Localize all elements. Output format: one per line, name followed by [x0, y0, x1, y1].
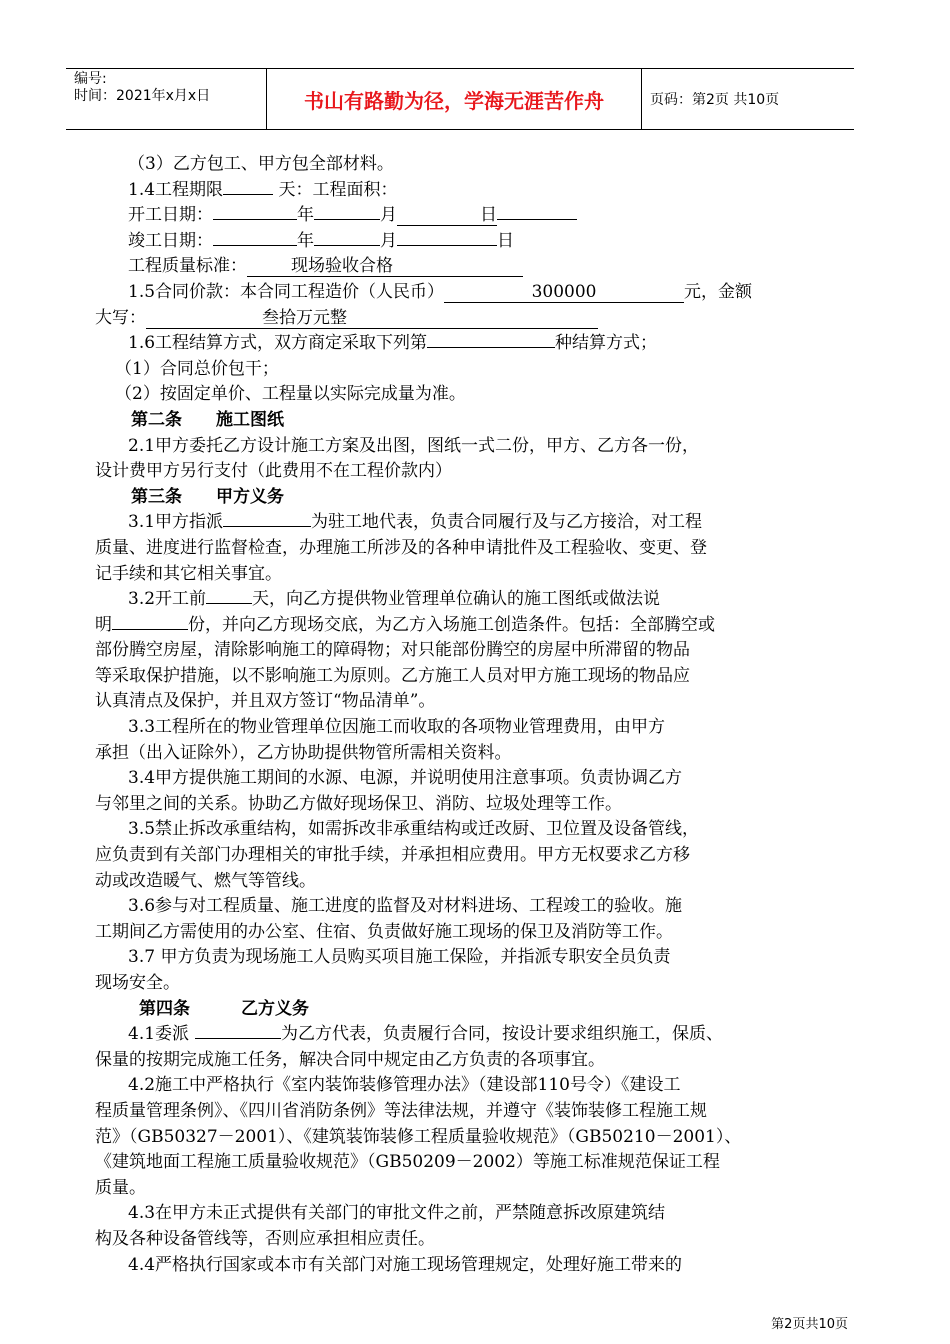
- blank-days-before-start: [206, 603, 252, 604]
- label-construction-period: 1.4工程期限: [128, 179, 224, 200]
- clause-3-2-line-3: 部份腾空房屋，清除影响施工的障碍物；对只能部份腾空的房屋中所滞留的物品: [95, 640, 690, 661]
- blank-end-day: [397, 245, 497, 246]
- year-label: 年: [297, 205, 314, 226]
- page-header: [66, 68, 854, 130]
- quality-standard-value: 现场验收合格: [247, 256, 523, 277]
- clause-4-3-line-2: 构及各种设备管线等，否则应承担相应责任。: [95, 1228, 435, 1249]
- blank-days: [223, 194, 273, 195]
- clause-3-1-rest: 为驻工地代表，负责合同履行及与乙方接洽，对工程: [311, 512, 703, 533]
- clause-3-2-line-2: [95, 613, 855, 639]
- label-start-date: 开工日期：: [128, 205, 213, 226]
- section-4-heading: 第四条 乙方义务: [139, 998, 309, 1019]
- clause-3-2-line-1: [95, 587, 855, 613]
- clause-4-2-line-1: 4.2施工中严格执行《室内装饰装修管理办法》（建设部110号令）《建设工: [128, 1075, 681, 1096]
- clause-1-3-option-3: （3）乙方包工、甲方包全部材料。: [128, 154, 394, 174]
- label-amount-in-words: 元，金额: [684, 281, 753, 302]
- blank-start-extra: [497, 219, 577, 220]
- blank-contractor-representative: [195, 1038, 281, 1039]
- clause-4-3-line-1: 4.3在甲方未正式提供有关部门的审批文件之前，严禁随意拆改原建筑结: [128, 1203, 666, 1224]
- blank-end-month: [314, 245, 380, 246]
- label-capital: 大写：: [95, 307, 146, 328]
- header-meta: [74, 71, 268, 105]
- section-2-heading: 第二条 施工图纸: [131, 409, 284, 430]
- clause-3-5-line-3: 动或改造暖气、燃气等管线。: [95, 870, 316, 891]
- clause-3-7-line-2: 现场安全。: [95, 973, 180, 993]
- clause-3-2-word: 明: [95, 614, 112, 635]
- clause-4-1-rest: 为乙方代表，负责履行合同，按设计要求组织施工，保质、: [281, 1024, 724, 1045]
- day-label: 日: [480, 205, 497, 226]
- month-label: 月: [380, 230, 397, 251]
- clause-3-1-line-1: [95, 510, 855, 536]
- header-page-number: 页码：第2页 共10页: [650, 92, 780, 108]
- clause-3-4-line-1: 3.4甲方提供施工期间的水源、电源，并说明使用注意事项。负责协调乙方: [128, 768, 683, 789]
- blank-start-month: [314, 219, 380, 220]
- clause-4-1-start: 4.1委派: [128, 1024, 190, 1045]
- clause-3-2-start: 3.2开工前: [128, 589, 207, 610]
- start-date-line: [95, 203, 855, 229]
- clause-3-4-line-2: 与邻里之间的关系。协助乙方做好现场保卫、消防、垃圾处理等工作。: [95, 793, 622, 814]
- clause-3-5-line-2: 应负责到有关部门办理相关的审批手续，并承担相应费用。甲方无权要求乙方移: [95, 845, 690, 866]
- clause-3-7-line-1: 3.7 甲方负责为现场施工人员购买项目施工保险，并指派专职安全员负责: [128, 947, 671, 968]
- quality-standard-line: [95, 254, 855, 280]
- blank-end-year: [213, 245, 297, 246]
- label-settlement-tail: 种结算方式；: [555, 333, 658, 354]
- clause-3-2-line-4: 等采取保护措施，以不影响施工为原则。乙方施工人员对甲方施工现场的物品应: [95, 665, 690, 686]
- clause-2-1-line-1: 2.1甲方委托乙方设计施工方案及出图，图纸一式二份，甲方、乙方各一份，: [128, 435, 700, 456]
- amount-in-words-line: [95, 306, 855, 332]
- clause-3-3-line-2: 承担（出入证除外），乙方协助提供物管所需相关资料。: [95, 742, 512, 763]
- label-end-date: 竣工日期：: [128, 230, 213, 251]
- label-contract-price: 1.5合同价款：本合同工程造价（人民币）: [128, 281, 445, 302]
- document-time-label: 时间：2021年x月x日: [74, 88, 211, 104]
- clause-1-4: [95, 178, 855, 204]
- document-number-label: 编号:: [74, 71, 107, 87]
- clause-4-1-line-2: 保量的按期完成施工任务，解决合同中规定由乙方负责的各项事宜。: [95, 1049, 605, 1070]
- settlement-option-2: （2）按固定单价、工程量以实际完成量为准。: [115, 384, 466, 405]
- blank-settlement-option: [427, 347, 555, 348]
- clause-3-6-line-1: 3.6参与对工程质量、施工进度的监督及对材料进场、工程竣工的验收。施: [128, 896, 683, 917]
- blank-start-day: [397, 205, 497, 226]
- footer-page-number: 第2页共10页: [771, 1317, 848, 1332]
- clause-1-6: [95, 331, 855, 357]
- label-quality-standard: 工程质量标准：: [128, 256, 247, 277]
- clause-3-1-line-3: 记手续和其它相关事宜。: [95, 563, 282, 584]
- header-motto: 书山有路勤为径，学海无涯苦作舟: [266, 69, 642, 129]
- clause-3-2-line-5: 认真清点及保护，并且双方签订“物品清单”。: [95, 691, 436, 712]
- blank-copies: [112, 629, 188, 630]
- clause-4-2-line-4: 《建筑地面工程施工质量验收规范》（GB50209－2002）等施工标准规范保证工程: [95, 1152, 720, 1173]
- clause-4-1-line-1: [95, 1022, 855, 1048]
- blank-start-year: [213, 219, 297, 220]
- clause-2-1-line-2: 设计费甲方另行支付（此费用不在工程价款内）: [95, 461, 452, 482]
- clause-3-2-rest: 天，向乙方提供物业管理单位确认的施工图纸或做法说: [252, 589, 661, 610]
- clause-3-6-line-2: 工期间乙方需使用的办公室、住宿、负责做好施工现场的保卫及消防等工作。: [95, 921, 673, 942]
- amount-in-words-value: 叁拾万元整: [146, 308, 598, 329]
- clause-3-1-start: 3.1甲方指派: [128, 512, 224, 533]
- label-settlement-method: 1.6工程结算方式，双方商定采取下列第: [128, 333, 428, 354]
- contract-price-value: 300000: [444, 282, 684, 303]
- end-date-line: [95, 229, 855, 255]
- settlement-option-1: （1）合同总价包干；: [115, 358, 279, 379]
- label-area: 天：工程面积：: [278, 179, 398, 200]
- clause-3-5-line-1: 3.5禁止拆改承重结构，如需拆改非承重结构或迁改厨、卫位置及设备管线，: [128, 819, 700, 840]
- section-3-heading: 第三条 甲方义务: [131, 486, 284, 507]
- clause-4-2-line-2: 程质量管理条例》、《四川省消防条例》等法律法规，并遵守《装饰装修工程施工规: [95, 1100, 707, 1121]
- clause-3-3-line-1: 3.3工程所在的物业管理单位因施工而收取的各项物业管理费用，由甲方: [128, 717, 666, 738]
- clause-4-4-line-1: 4.4严格执行国家或本市有关部门对施工现场管理规定，处理好施工带来的: [128, 1254, 683, 1275]
- clause-4-2-line-5: 质量。: [95, 1177, 146, 1198]
- year-label: 年: [297, 230, 314, 251]
- blank-site-representative: [223, 526, 311, 527]
- clause-3-2-line-2-rest: 份，并向乙方现场交底，为乙方入场施工创造条件。包括：全部腾空或: [188, 614, 715, 635]
- contract-price-line: [95, 280, 855, 306]
- month-label: 月: [380, 205, 397, 226]
- clause-4-2-line-3: 范》（GB50327－2001）、《建筑装饰装修工程质量验收规范》（GB50210－2001）、: [95, 1126, 742, 1147]
- day-label: 日: [497, 230, 514, 251]
- contract-body: [95, 152, 855, 1278]
- clause-3-1-line-2: 质量、进度进行监督检查，办理施工所涉及的各种申请批件及工程验收、变更、登: [95, 537, 707, 558]
